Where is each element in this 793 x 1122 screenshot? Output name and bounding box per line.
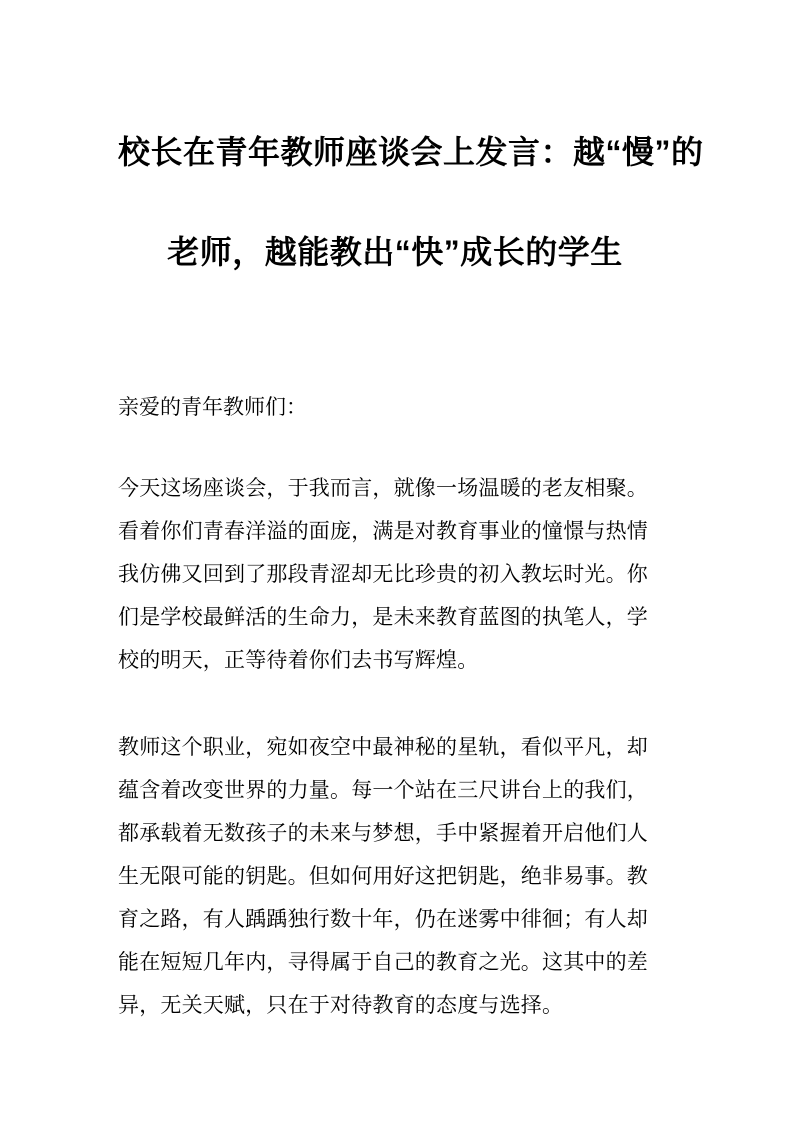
document-title	[118, 102, 704, 302]
body-line: 校的明天，正等待着你们去书写辉煌。	[118, 649, 479, 672]
body-line: 能在短短几年内，寻得属于自己的教育之光。这其中的差	[118, 951, 648, 974]
body-line: 我仿佛又回到了那段青涩却无比珍贵的初入教坛时光。你	[118, 563, 648, 586]
body-line: 异，无关天赋，只在于对待教育的态度与选择。	[118, 994, 564, 1017]
body-line: 看着你们青春洋溢的面庞，满是对教育事业的憧憬与热情	[118, 520, 648, 543]
title-line-1: 校长在青年教师座谈会上发言：越“慢”的	[118, 134, 704, 170]
body-line: 育之路，有人踽踽独行数十年，仍在迷雾中徘徊；有人却	[118, 908, 648, 931]
body-line: 教师这个职业，宛如夜空中最神秘的星轨，看似平凡，却	[118, 736, 648, 759]
salutation-line: 亲爱的青年教师们：	[118, 396, 307, 419]
paragraph-1	[118, 467, 672, 682]
body-line: 今天这场座谈会，于我而言，就像一场温暖的老友相聚。	[118, 477, 648, 500]
body-line: 生无限可能的钥匙。但如何用好这把钥匙，绝非易事。教	[118, 865, 648, 888]
title-line-2: 老师，越能教出“快”成长的学生	[167, 234, 623, 270]
body-line: 蕴含着改变世界的力量。每一个站在三尺讲台上的我们，	[118, 779, 648, 802]
paragraph-2	[118, 726, 672, 1027]
body-line: 都承载着无数孩子的未来与梦想，手中紧握着开启他们人	[118, 822, 648, 845]
body-line: 们是学校最鲜活的生命力，是未来教育蓝图的执笔人，学	[118, 606, 648, 629]
